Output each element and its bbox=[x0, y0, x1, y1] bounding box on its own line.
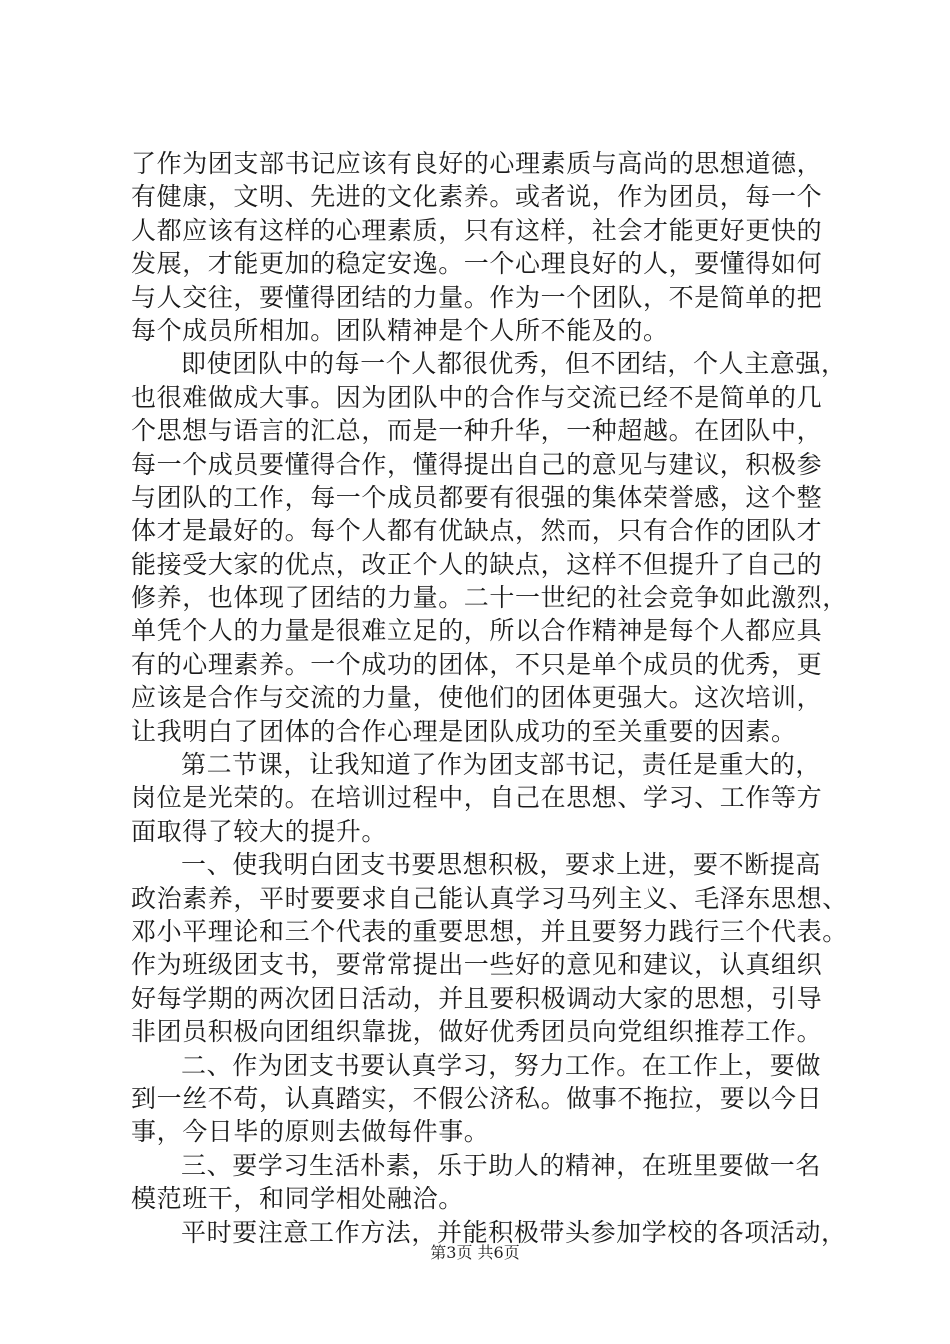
text-line: 作为班级团支书，要常常提出一些好的意见和建议，认真组织 bbox=[131, 950, 823, 980]
text-line: 事，今日毕的原则去做每件事。 bbox=[131, 1117, 490, 1147]
text-line: 岗位是光荣的。在培训过程中，自己在思想、学习、工作等方 bbox=[131, 783, 823, 813]
text-line: 发展，才能更加的稳定安逸。一个心理良好的人，要懂得如何 bbox=[131, 249, 823, 279]
paragraph-first-line: 平时要注意工作方法，并能积极带头参加学校的各项活动， bbox=[181, 1217, 847, 1247]
text-line: 了作为团支部书记应该有良好的心理素质与高尚的思想道德， bbox=[131, 149, 823, 178]
paragraph-first-line: 第二节课，让我知道了作为团支部书记，责任是重大的， bbox=[181, 750, 822, 780]
paragraph-first-line: 一、使我明白团支书要思想积极，要求上进，要不断提高 bbox=[181, 850, 822, 880]
text-line: 到一丝不苟，认真踏实，不假公济私。做事不拖拉，要以今日 bbox=[131, 1083, 823, 1113]
text-line: 面取得了较大的提升。 bbox=[131, 816, 388, 846]
text-line: 非团员积极向团组织靠拢，做好优秀团员向党组织推荐工作。 bbox=[131, 1017, 823, 1047]
text-line: 与人交往，要懂得团结的力量。作为一个团队，不是简单的把 bbox=[131, 282, 823, 312]
text-line: 好每学期的两次团日活动，并且要积极调动大家的思想，引导 bbox=[131, 983, 823, 1013]
text-line: 人都应该有这样的心理素质，只有这样，社会才能更好更快的 bbox=[131, 215, 823, 245]
text-line: 有健康，文明、先进的文化素养。或者说，作为团员，每一个 bbox=[131, 182, 823, 212]
text-line: 单凭个人的力量是很难立足的，所以合作精神是每个人都应具 bbox=[131, 616, 823, 646]
text-line: 政治素养，平时要要求自己能认真学习马列主义、毛泽东思想、 bbox=[131, 883, 848, 913]
page-footer bbox=[0, 1243, 950, 1263]
paragraph-first-line: 三、要学习生活朴素，乐于助人的精神，在班里要做一名 bbox=[181, 1150, 822, 1180]
text-line: 每个成员所相加。团队精神是个人所不能及的。 bbox=[131, 315, 669, 345]
paragraph-first-line: 二、作为团支书要认真学习，努力工作。在工作上，要做 bbox=[181, 1050, 822, 1080]
text-line: 邓小平理论和三个代表的重要思想，并且要努力践行三个代表。 bbox=[131, 916, 848, 946]
paragraph-first-line: 即使团队中的每一个人都很优秀，但不团结，个人主意强， bbox=[181, 349, 847, 379]
text-line: 修养，也体现了团结的力量。二十一世纪的社会竞争如此激烈， bbox=[131, 583, 848, 613]
text-line: 能接受大家的优点，改正个人的缺点，这样不但提升了自己的 bbox=[131, 549, 823, 579]
text-line: 应该是合作与交流的力量，使他们的团体更强大。这次培训， bbox=[131, 683, 823, 713]
text-line: 模范班干，和同学相处融洽。 bbox=[131, 1184, 464, 1214]
page-number-label: 第3页 共6页 bbox=[430, 1243, 520, 1262]
text-line: 让我明白了团体的合作心理是团队成功的至关重要的因素。 bbox=[131, 716, 797, 746]
text-line: 有的心理素养。一个成功的团体，不只是单个成员的优秀，更 bbox=[131, 649, 823, 679]
text-line: 每一个成员要懂得合作，懂得提出自己的意见与建议，积极参 bbox=[131, 449, 823, 479]
text-line: 个思想与语言的汇总，而是一种升华，一种超越。在团队中， bbox=[131, 416, 823, 446]
text-line: 体才是最好的。每个人都有优缺点，然而，只有合作的团队才 bbox=[131, 516, 823, 546]
body-text bbox=[131, 147, 848, 1249]
text-line: 与团队的工作，每一个成员都要有很强的集体荣誉感，这个整 bbox=[131, 482, 823, 512]
text-line: 也很难做成大事。因为团队中的合作与交流已经不是简单的几 bbox=[131, 382, 823, 412]
